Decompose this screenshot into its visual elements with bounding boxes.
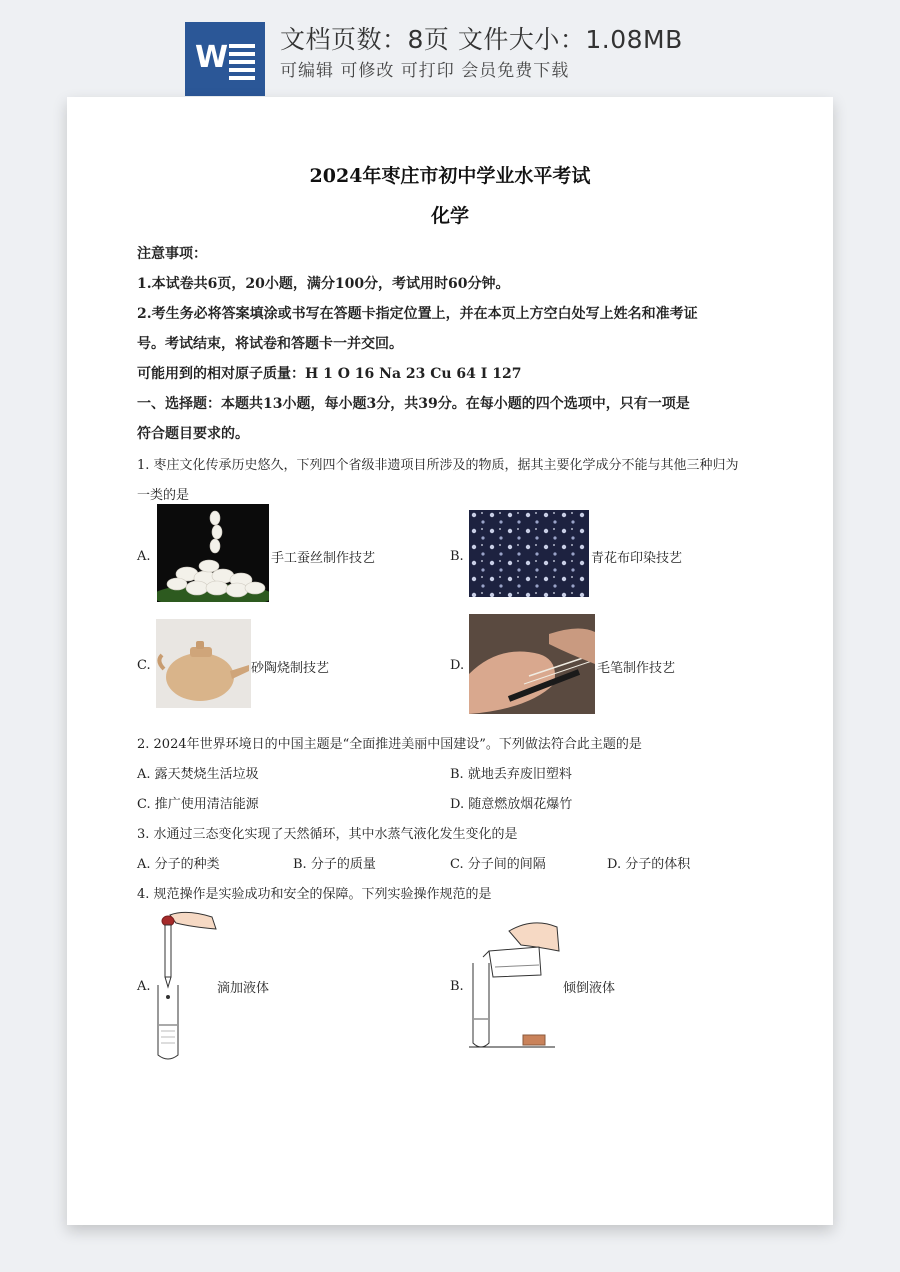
question-2-stem: 2. 2024年世界环境日的中国主题是“全面推进美丽中国建设”。下列做法符合此主题的是 <box>137 737 642 752</box>
q4-option-b-text: 倾倒液体 <box>563 981 616 996</box>
question-1-stem-b: 一类的是 <box>137 488 190 503</box>
notice-item-1: 1.本试卷共6页，20小题，满分100分，考试用时60分钟。 <box>137 276 510 292</box>
question-3-stem: 3. 水通过三态变化实现了天然循环，其中水蒸气液化发生变化的是 <box>137 827 518 842</box>
notice-item-2b: 号。考试结束，将试卷和答题卡一并交回。 <box>137 336 403 352</box>
notice-item-2a: 2.考生务必将答案填涂或书写在答题卡指定位置上，并在本页上方空白处写上姓名和准考证 <box>137 306 698 322</box>
section-1-heading-a: 一、选择题：本题共13小题，每小题3分，共39分。在每小题的四个选项中，只有一项是 <box>137 396 690 412</box>
q4-option-b-label: B. <box>450 979 464 994</box>
question-4-stem: 4. 规范操作是实验成功和安全的保障。下列实验操作规范的是 <box>137 887 492 902</box>
clay-pot-image <box>156 619 251 708</box>
q1-option-b-label: B. <box>450 549 464 564</box>
q1-option-c-text: 砂陶烧制技艺 <box>251 661 330 676</box>
brush-making-image <box>469 614 595 714</box>
document-page <box>67 97 833 1225</box>
exam-title: 2024年枣庄市初中学业水平考试 <box>309 165 591 187</box>
q2-option-a: A. 露天焚烧生活垃圾 <box>137 767 259 782</box>
q2-option-c: C. 推广使用清洁能源 <box>137 797 259 812</box>
blue-print-cloth-image <box>469 510 589 597</box>
q2-option-d: D. 随意燃放烟花爆竹 <box>450 797 573 812</box>
q3-option-b: B. 分子的质量 <box>293 857 376 872</box>
document-info-title: 文档页数：8页 文件大小：1.08MB <box>280 25 683 54</box>
q1-option-b-text: 青花布印染技艺 <box>591 551 683 566</box>
q1-option-a-label: A. <box>137 549 151 564</box>
exam-subject: 化学 <box>430 205 469 227</box>
pouring-liquid-diagram <box>469 917 564 1053</box>
q3-option-a: A. 分子的种类 <box>137 857 220 872</box>
q1-option-d-label: D. <box>450 658 465 673</box>
q4-option-a-text: 滴加液体 <box>217 981 270 996</box>
document-info-subtitle: 可编辑 可修改 可打印 会员免费下载 <box>280 61 570 81</box>
download-banner <box>0 0 900 100</box>
silk-cocoon-image <box>157 504 269 602</box>
q1-option-a-text: 手工蚕丝制作技艺 <box>271 551 376 566</box>
notice-heading: 注意事项： <box>137 246 207 262</box>
q3-option-d: D. 分子的体积 <box>607 857 691 872</box>
word-icon-letter: W <box>195 40 229 75</box>
dropper-diagram <box>152 907 222 1063</box>
q3-option-c: C. 分子间的间隔 <box>450 857 546 872</box>
question-1-stem-a: 1. 枣庄文化传承历史悠久，下列四个省级非遗项目所涉及的物质，据其主要化学成分不能与其他三种归为 <box>137 458 739 473</box>
q2-option-b: B. 就地丢弃废旧塑料 <box>450 767 572 782</box>
section-1-heading-b: 符合题目要求的。 <box>137 426 249 442</box>
word-document-icon <box>185 22 265 96</box>
q1-option-c-label: C. <box>137 658 151 673</box>
q1-option-d-text: 毛笔制作技艺 <box>597 661 676 676</box>
q4-option-a-label: A. <box>137 979 151 994</box>
atomic-mass-line: 可能用到的相对原子质量：H 1 O 16 Na 23 Cu 64 I 127 <box>137 366 522 382</box>
